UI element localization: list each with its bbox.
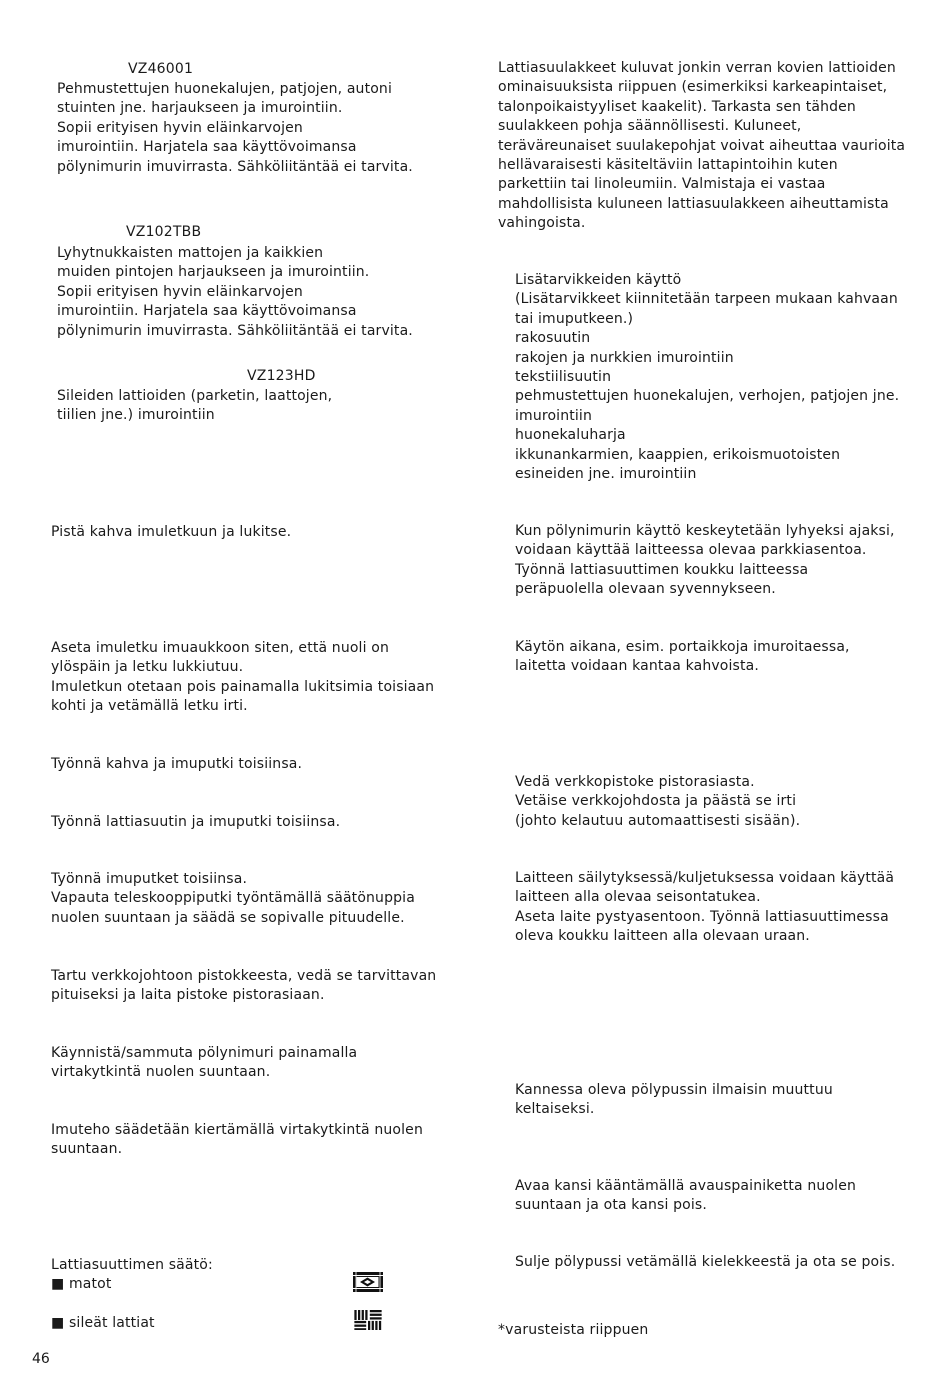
step-remove-dust-bag: Sulje pölypussi vetämällä kielekkeestä ja ota se pois. xyxy=(515,1254,896,1270)
step-telescopic-tube: Työnnä imuputket toisiinsa. Vapauta teleskooppiputki työntämällä säätönuppia nuolen suuntaan ja säädä se sopivalle pituudelle. xyxy=(51,871,415,926)
accessory-model-vz123hd: VZ123HD xyxy=(247,368,316,384)
accessory-description-vz123hd: Sileiden lattioiden (parketin, laattojen, tiilien jne.) imurointiin xyxy=(57,388,333,424)
step-power-switch: Käynnistä/sammuta pölynimuri painamalla virtakytkintä nuolen suuntaan. xyxy=(51,1045,358,1081)
footnote: *varusteista riippuen xyxy=(498,1322,649,1338)
nozzle-setting-title: Lattiasuuttimen säätö: xyxy=(51,1257,213,1273)
accessory-description-vz102tbb: Lyhytnukkaisten mattojen ja kaikkien muiden pintojen harjaukseen ja imurointiin. Sopii erityisen hyvin eläinkarvojen imurointiin. Harjatela saa käyttövoimansa pölynimurin imuvirrasta. Sähköliitäntää ei tarvita. xyxy=(57,245,413,339)
step-power-cord: Tartu verkkojohtoon pistokkeesta, vedä se tarvittavan pituiseksi ja laita pistoke pistorasiaan. xyxy=(51,968,437,1004)
carpet-mode-icon xyxy=(353,1272,383,1292)
page-number: 46 xyxy=(32,1351,50,1367)
step-dust-bag-indicator: Kannessa oleva pölypussin ilmaisin muuttuu keltaiseksi. xyxy=(515,1082,833,1118)
step-join-handle-tube: Työnnä kahva ja imuputki toisiinsa. xyxy=(51,756,303,772)
step-carry-handle: Käytön aikana, esim. portaikkoja imuroitaessa, laitetta voidaan kantaa kahvoista. xyxy=(515,639,850,675)
step-storage-transport: Laitteen säilytyksessä/kuljetuksessa voidaan käyttää laitteen alla olevaa seisontatukea. Aseta laite pystyasentoon. Työnnä lattiasuuttimessa oleva koukku laitteen alla olevaan uraan. xyxy=(515,870,895,945)
accessory-model-vz46001: VZ46001 xyxy=(128,61,194,77)
accessory-description-vz46001: Pehmustettujen huonekalujen, patjojen, autoni stuinten jne. harjaukseen ja imurointiin. Sopii erityisen hyvin eläinkarvojen imurointiin. Harjatela saa käyttövoimansa pölynimurin imuvirrasta. Sähköliitäntää ei tarvita. xyxy=(57,81,413,175)
step-open-cover: Avaa kansi kääntämällä avauspainiketta nuolen suuntaan ja ota kansi pois. xyxy=(515,1178,856,1214)
nozzle-setting-hard-floors: ■ sileät lattiat xyxy=(51,1315,155,1331)
nozzle-wear-note: Lattiasuulakkeet kuluvat jonkin verran kovien lattioiden ominaisuuksista riippuen (esimerkiksi karkeapintaiset, talonpoikaistyyliset kaakelit). Tarkasta sen tähden suulakkeen pohja säännöllisesti. Kuluneet, teräväreunaiset suulakepohjat voivat aiheuttaa vaurioita hellävaraisesti käsiteltäviin lattapintoihin kuten parkettiin tai linoleumiin. Valmistaja ei vastaa mahdollisista kuluneen lattiasuulakkeen aiheuttamista vahingoista. xyxy=(498,60,906,232)
step-parking-position: Kun pölynimurin käyttö keskeytetään lyhyeksi ajaksi, voidaan käyttää laitteessa olevaa parkkiasentoa. Työnnä lattiasuuttimen koukku laitteessa peräpuolella olevaan syvennykseen. xyxy=(515,523,895,598)
step-unplug-cord: Vedä verkkopistoke pistorasiasta. Vetäise verkkojohdosta ja päästä se irti (johto kelautuu automaattisesti sisään). xyxy=(515,774,801,829)
nozzle-setting-carpets: ■ matot xyxy=(51,1276,112,1292)
step-suction-power: Imuteho säädetään kiertämällä virtakytkintä nuolen suuntaan. xyxy=(51,1122,423,1158)
accessories-usage: Lisätarvikkeiden käyttö (Lisätarvikkeet kiinnitetään tarpeen mukaan kahvaan tai imuputkeen.) rakosuutin rakojen ja nurkkien imurointiin tekstiilisuutin pehmustettujen huonekalujen, verhojen, patjojen jne. imurointiin huonekaluharja ikkunankarmien, kaappien, erikoismuotoisten esineiden jne. imurointiin xyxy=(515,272,900,483)
accessory-model-vz102tbb: VZ102TBB xyxy=(126,224,202,240)
hard-floor-mode-icon xyxy=(353,1310,383,1330)
step-attach-handle: Pistä kahva imuletkuun ja lukitse. xyxy=(51,524,292,540)
step-join-nozzle-tube: Työnnä lattiasuutin ja imuputki toisiinsa. xyxy=(51,814,341,830)
step-attach-hose: Aseta imuletku imuaukkoon siten, että nuoli on ylöspäin ja letku lukkiutuu. Imuletkun otetaan pois painamalla lukitsimia toisiaan kohti ja vetämällä letku irti. xyxy=(51,640,435,715)
